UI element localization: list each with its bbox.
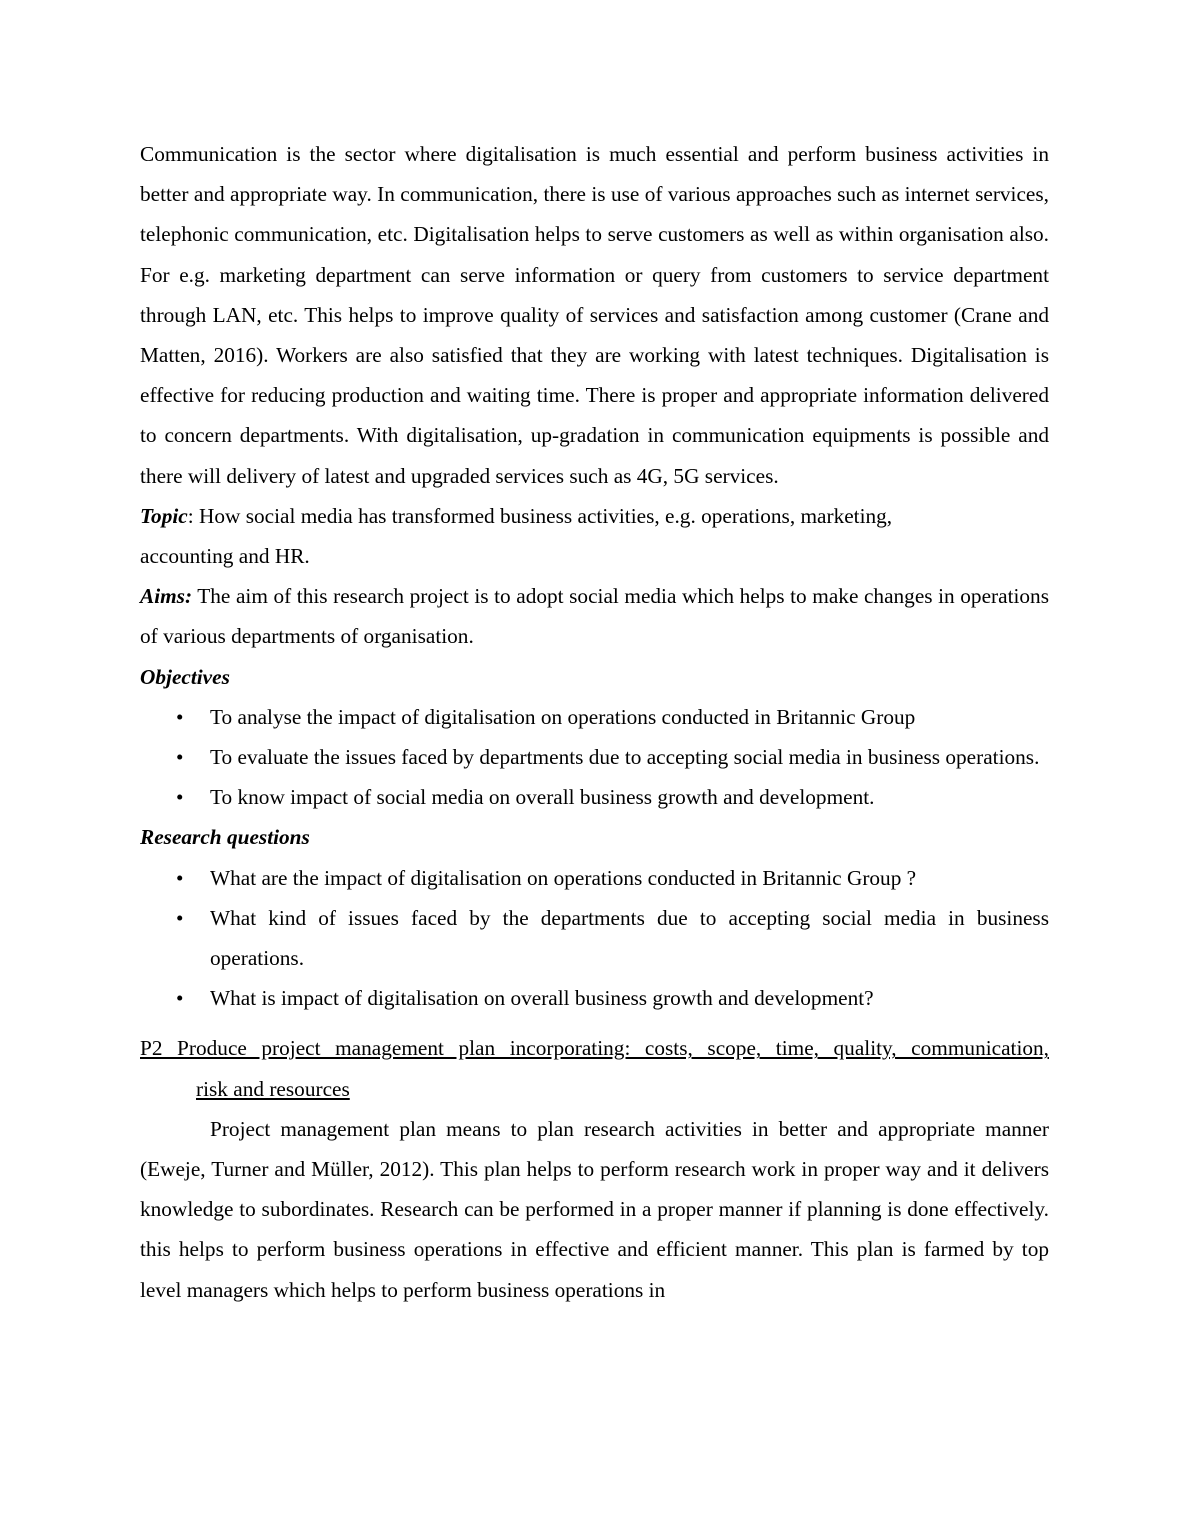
list-item-text: What kind of issues faced by the departments due to accepting social media in business operations.: [210, 905, 1049, 971]
topic-line: [140, 496, 1049, 576]
section-heading-p2: P2 Produce project management plan incorporating: costs, scope, time, quality, communication,: [140, 1036, 1049, 1061]
section-heading-text: risk and resources: [196, 1076, 350, 1101]
objectives-list: [140, 697, 1049, 818]
research-questions-heading: Research questions: [140, 825, 310, 850]
list-item: [140, 777, 1049, 817]
list-item: [140, 858, 1049, 898]
aims-paragraph: [140, 576, 1049, 656]
aims-label: Aims:: [140, 584, 193, 609]
topic-label: Topic: [140, 503, 188, 528]
bullet-icon: •: [176, 785, 184, 810]
bullet-icon: •: [176, 704, 184, 729]
list-item: [140, 978, 1049, 1018]
list-item-text: To analyse the impact of digitalisation on operations conducted in Britannic Group: [210, 704, 916, 729]
objectives-heading: Objectives: [140, 664, 230, 689]
list-item: [140, 898, 1049, 978]
bullet-icon: •: [176, 745, 184, 770]
list-item-text: To know impact of social media on overall business growth and development.: [210, 785, 875, 810]
document-page: [140, 134, 1049, 1310]
list-item-text: What is impact of digitalisation on overall business growth and development?: [210, 986, 874, 1011]
section-heading-p2-cont: [140, 1069, 1049, 1109]
list-item: [140, 697, 1049, 737]
bullet-icon: •: [176, 905, 184, 930]
aims-text: The aim of this research project is to adopt social media which helps to make changes in operations of various departments of organisation.: [140, 584, 1049, 649]
list-item-text: What are the impact of digitalisation on operations conducted in Britannic Group ?: [210, 865, 917, 890]
list-item: [140, 737, 1049, 777]
topic-text: : How social media has transformed business activities, e.g. operations, marketing,: [187, 503, 893, 528]
topic-text-2: accounting and HR.: [140, 544, 310, 569]
p2-body-paragraph: Project management plan means to plan research activities in better and appropriate manner (Eweje, Turner and Müller, 2012). This plan helps to perform research work in proper way and it delivers knowledge to subordinates. Research can be performed in a proper manner if planning is done effectively. this helps to perform business operations in effective and efficient manner. This plan is farmed by top level managers which helps to perform business operations in: [140, 1116, 1049, 1302]
list-item-text: To evaluate the issues faced by departments due to accepting social media in business operations.: [210, 745, 1040, 770]
research-questions-list: [140, 858, 1049, 1019]
bullet-icon: •: [176, 865, 184, 890]
bullet-icon: •: [176, 986, 184, 1011]
intro-paragraph: Communication is the sector where digitalisation is much essential and perform business activities in better and appropriate way. In communication, there is use of various approaches such as internet services, telephonic communication, etc. Digitalisation helps to serve customers as well as within organisation also. For e.g. marketing department can serve information or query from customers to service department through LAN, etc. This helps to improve quality of services and satisfaction among customer (Crane and Matten, 2016). Workers are also satisfied that they are working with latest techniques. Digitalisation is effective for reducing production and waiting time. There is proper and appropriate information delivered to concern departments. With digitalisation, up-gradation in communication equipments is possible and there will delivery of latest and upgraded services such as 4G, 5G services.: [140, 142, 1049, 488]
